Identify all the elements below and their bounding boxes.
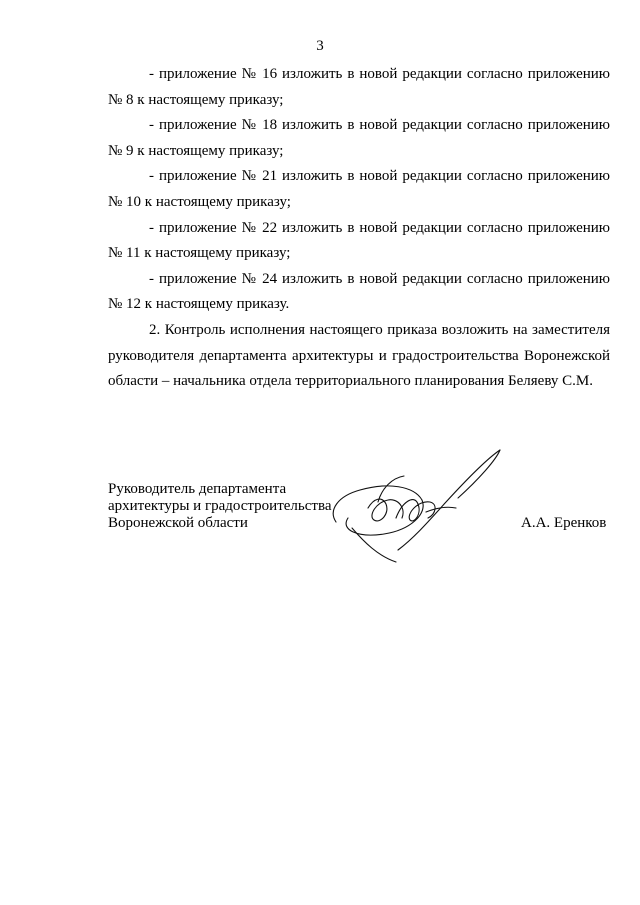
paragraph-appendix-24: - приложение № 24 изложить в новой редакции согласно приложению № 12 к настоящему приказу. — [108, 270, 610, 313]
paragraph-control: 2. Контроль исполнения настоящего приказа возложить на заместителя руководителя департамента архитектуры и градостроительства Воронежской области – начальника отдела территориального планирования Беляеву С.М. — [108, 321, 610, 390]
signatory-title — [108, 481, 331, 532]
signatory-title-line-2: архитектуры и градостроительства — [108, 498, 332, 514]
signatory-name: А.А. Еренков — [521, 515, 607, 531]
paragraph-appendix-16: - приложение № 16 изложить в новой редакции согласно приложению № 8 к настоящему приказу; — [108, 66, 610, 108]
signatory-title-line-3: Воронежской области — [108, 515, 248, 531]
document-body — [108, 62, 610, 395]
handwritten-signature — [318, 438, 518, 568]
paragraph-appendix-22: - приложение № 22 изложить в новой редакции согласно приложению № 11 к настоящему приказу; — [108, 219, 610, 262]
paragraph-appendix-18: - приложение № 18 изложить в новой редакции согласно приложению № 9 к настоящему приказу; — [108, 117, 610, 159]
paragraph-appendix-21: - приложение № 21 изложить в новой редакции согласно приложению № 10 к настоящему приказу; — [108, 168, 610, 210]
page-number: 3 — [316, 38, 324, 54]
signatory-title-line-1: Руководитель департамента — [108, 481, 287, 497]
